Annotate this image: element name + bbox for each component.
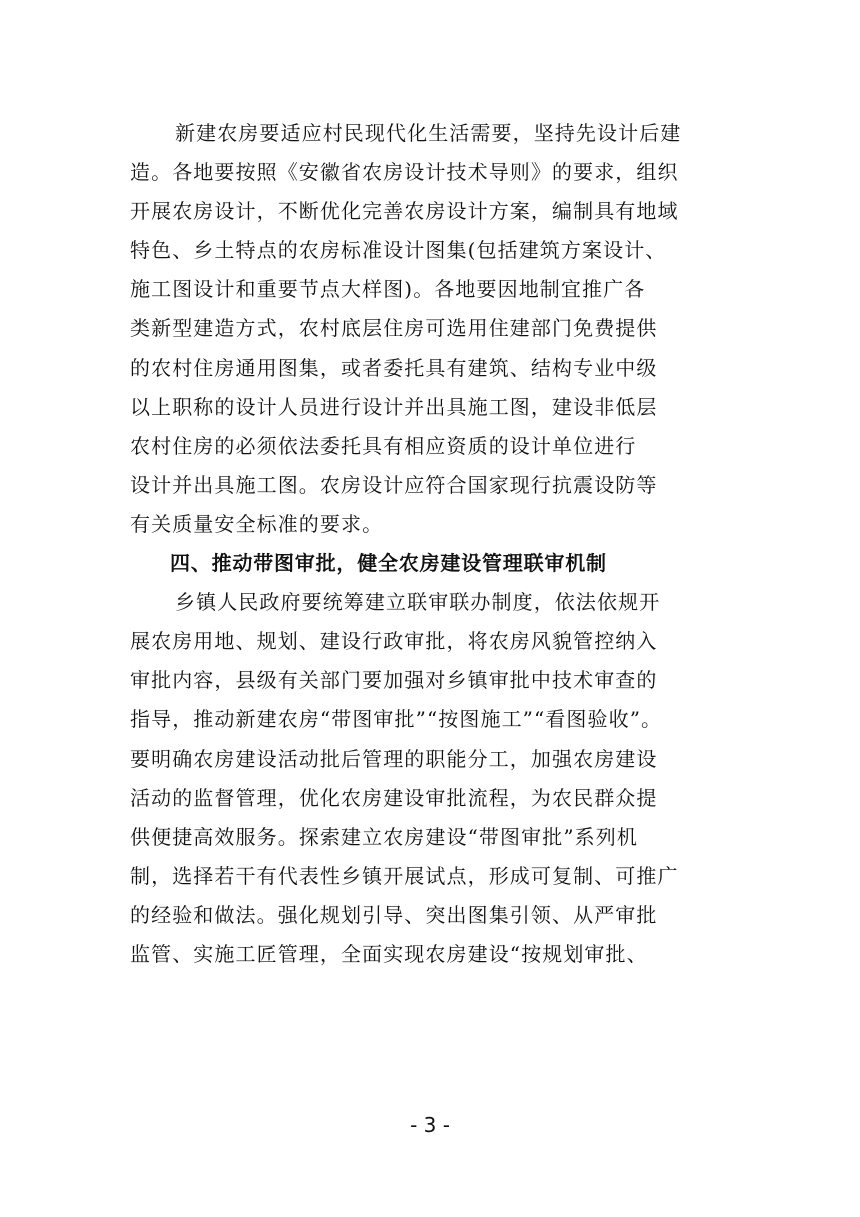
paragraph-line: 的经验和做法。强化规划引导、突出图集引领、从严审批 — [130, 902, 658, 927]
paragraph-line: 的农村住房通用图集，或者委托具有建筑、结构专业中级 — [130, 355, 658, 380]
paragraph-line: 监管、实施工匠管理，全面实现农房建设“按规划审批、 — [130, 941, 648, 966]
paragraph-line: 制，选择若干有代表性乡镇开展试点，形成可复制、可推广 — [130, 863, 679, 888]
paragraph-line: 类新型建造方式，农村底层住房可选用住建部门免费提供 — [130, 316, 658, 341]
paragraph-line: 活动的监督管理，优化农房建设审批流程，为农民群众提 — [130, 785, 658, 810]
paragraph-line: 开展农房设计，不断优化完善农房设计方案，编制具有地域 — [130, 199, 679, 224]
document-body — [130, 114, 730, 974]
paragraph-line: 乡镇人民政府要统筹建立联审联办制度，依法依规开 — [175, 590, 661, 615]
paragraph-line: 展农房用地、规划、建设行政审批，将农房风貌管控纳入 — [130, 629, 658, 654]
paragraph-line: 审批内容，县级有关部门要加强对乡镇审批中技术审查的 — [130, 668, 658, 693]
paragraph-line: 施工图设计和重要节点大样图)。各地要因地制宜推广各 — [130, 277, 646, 302]
paragraph-line: 指导，推动新建农房“带图审批”“按图施工”“看图验收”。 — [130, 707, 663, 732]
paragraph-line: 有关质量安全标准的要求。 — [130, 511, 384, 536]
paragraph-line: 造。各地要按照《安徽省农房设计技术导则》的要求，组织 — [130, 160, 679, 185]
page-number: - 3 - — [410, 1113, 450, 1137]
paragraph-line: 供便捷高效服务。探索建立农房建设“带图审批”系列机 — [130, 824, 638, 849]
paragraph-line: 特色、乡土特点的农房标准设计图集(包括建筑方案设计、 — [130, 238, 667, 263]
paragraph-line: 以上职称的设计人员进行设计并出具施工图，建设非低层 — [130, 394, 658, 419]
paragraph-line: 设计并出具施工图。农房设计应符合国家现行抗震设防等 — [130, 472, 658, 497]
paragraph-line: 要明确农房建设活动批后管理的职能分工，加强农房建设 — [130, 746, 658, 771]
section-heading: 四、推动带图审批，健全农房建设管理联审机制 — [170, 551, 607, 576]
paragraph-line: 农村住房的必须依法委托具有相应资质的设计单位进行 — [130, 433, 637, 458]
paragraph-line: 新建农房要适应村民现代化生活需要，坚持先设计后建 — [175, 121, 682, 145]
